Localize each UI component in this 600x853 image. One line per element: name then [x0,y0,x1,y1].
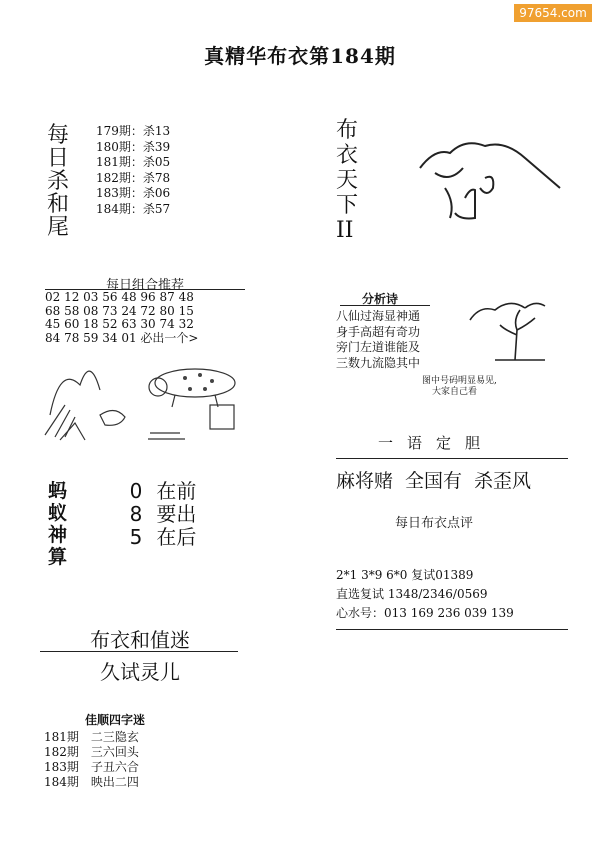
poem-lines [336,309,436,371]
list-item: 182期 三六回头 [44,745,139,759]
list-item: 02 12 03 56 48 96 87 48 [45,290,194,304]
list-item: 180期：杀39 [96,139,171,154]
combo-title: 每日组合推荐 [105,278,184,293]
list-item: 2*1 3*9 6*0 复试01389 [336,568,474,582]
poem-title: 分析诗 [362,292,399,306]
list-item: 0 在前 [129,479,197,503]
yiyu-title: 一语定胆 [378,434,495,452]
riddle-divider [40,651,238,652]
list-item: 68 58 08 73 24 72 80 15 [45,303,194,318]
tree-sketch [465,290,555,365]
list-item: 心水号：013 169 236 039 139 [336,606,514,620]
list-item: 5 在后 [129,525,197,549]
list-item: 身手高超有奇功 [336,324,421,339]
code-list [336,566,514,623]
daily-tail-list [96,124,170,217]
codes-divider [336,629,568,630]
picks-list [122,480,196,549]
list-item: 184期 映出二四 [44,775,139,789]
poem-divider [340,305,430,306]
farm-illustration [40,345,250,445]
daily-review-title: 每日布衣点评 [395,516,474,531]
four-char-list [44,730,139,790]
list-item: 三数九流隐其中 [336,355,421,370]
picks-label: 蚂 蚁 神 算 [48,480,68,568]
list-item: 45 60 18 52 63 30 74 32 [45,317,194,331]
four-char-title: 佳顺四字迷 [85,713,146,727]
list-item: 181期 二三隐玄 [44,730,139,744]
combo-numbers [45,291,250,345]
page-title: 真精华布衣第184期 [204,44,396,68]
list-item: 84 78 59 34 01 必出一个> [45,330,199,345]
list-item: 8 要出 [129,502,197,526]
list-item: 181期：杀05 [96,155,171,169]
riddle-answer: 久试灵儿 [100,660,180,684]
yiyu-divider [336,458,568,459]
list-item: 183期 子丑六合 [44,760,139,774]
mountain-sketch [415,128,565,228]
riddle-title: 布衣和值迷 [90,628,190,652]
list-item: 八仙过海显神通 [336,309,421,323]
slogan: 麻将赌 全国有 杀歪风 [336,470,532,492]
list-item: 183期：杀06 [96,186,171,200]
list-item: 182期：杀78 [96,170,171,185]
list-item: 直选复试 1348/2346/0569 [336,587,488,601]
site-watermark: 97654.com [514,4,592,22]
brand-vertical: 布 衣 天 下 II [336,118,359,243]
picture-note: 图中号码明显易见, 大家自己看 [422,376,497,397]
list-item: 旁门左道谁能及 [336,340,421,354]
daily-tail-label: 每 日 杀 和 尾 [47,123,70,240]
list-item: 179期：杀13 [96,124,171,138]
list-item: 184期：杀57 [96,201,171,216]
